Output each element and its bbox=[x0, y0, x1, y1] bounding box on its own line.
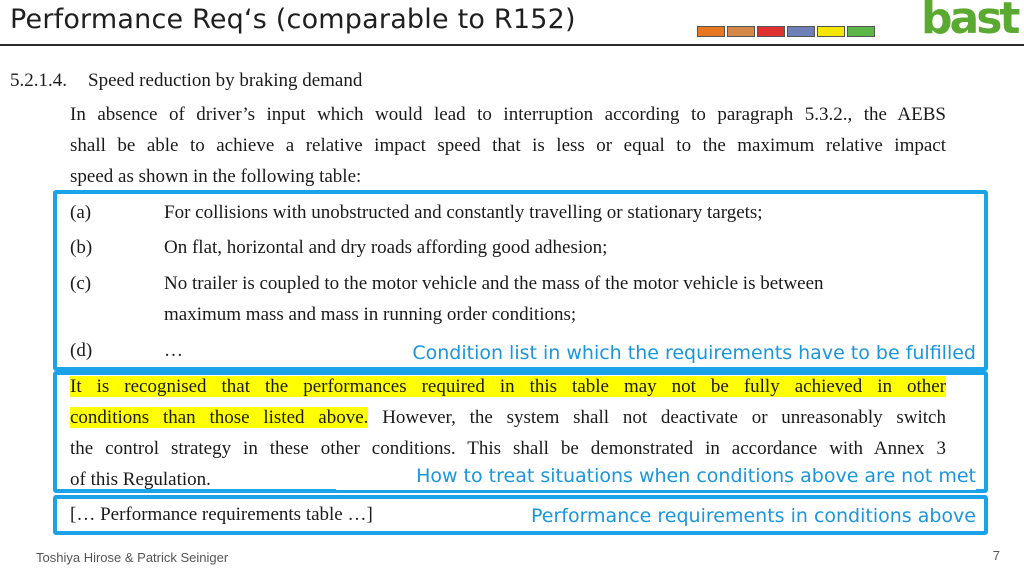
color-swatch-strip bbox=[697, 26, 875, 37]
highlighted-text: It is recognised that the performances required in this table may not be fully achieved in other bbox=[70, 376, 946, 397]
conditions-annotation: Condition list in which the requirements have to be fulfilled bbox=[330, 339, 976, 367]
footer-authors: Toshiya Hirose & Patrick Seiniger bbox=[36, 550, 229, 565]
condition-letter-d: (d) bbox=[70, 340, 93, 361]
page-number: 7 bbox=[992, 548, 1000, 563]
color-swatch bbox=[787, 26, 815, 37]
intro-line-1: In absence of driver’s input which would lead to interruption according to paragraph 5.3.2., the AEBS bbox=[70, 104, 946, 125]
condition-text-a: For collisions with unobstructed and constantly travelling or stationary targets; bbox=[164, 202, 763, 223]
color-swatch bbox=[817, 26, 845, 37]
intro-line-3: speed as shown in the following table: bbox=[70, 166, 362, 187]
section-number: 5.2.1.4. bbox=[10, 70, 67, 91]
condition-letter-a: (a) bbox=[70, 202, 92, 223]
other-conditions-line-1 bbox=[70, 372, 946, 402]
bast-logo: bast bbox=[921, 0, 1018, 44]
section-heading bbox=[10, 66, 362, 96]
condition-text-c: No trailer is coupled to the motor vehicle and the mass of the motor vehicle is between bbox=[164, 273, 824, 294]
condition-text-c-continued: maximum mass and mass in running order conditions; bbox=[164, 304, 577, 325]
performance-table-annotation: Performance requirements in conditions above bbox=[470, 502, 976, 530]
other-conditions-line-3: the control strategy in these other conditions. This shall be demonstrated in accordance with Annex 3 bbox=[70, 438, 946, 459]
performance-table-placeholder: [… Performance requirements table …] bbox=[70, 504, 373, 525]
other-conditions-line-4: of this Regulation. bbox=[70, 469, 211, 490]
condition-text-b: On flat, horizontal and dry roads affording good adhesion; bbox=[164, 237, 608, 258]
section-title: Speed reduction by braking demand bbox=[88, 70, 363, 91]
condition-letter-c: (c) bbox=[70, 273, 92, 294]
intro-line-2: shall be able to achieve a relative impact speed that is less or equal to the maximum relative impact bbox=[70, 135, 946, 156]
title-divider bbox=[0, 44, 1024, 46]
condition-text-d: … bbox=[164, 340, 183, 361]
other-conditions-annotation: How to treat situations when conditions above are not met bbox=[336, 462, 976, 490]
other-conditions-line-2-rest: However, the system shall not deactivate or unreasonably switch bbox=[368, 407, 946, 428]
highlighted-text: conditions than those listed above. bbox=[70, 407, 369, 428]
color-swatch bbox=[697, 26, 725, 37]
color-swatch bbox=[757, 26, 785, 37]
condition-letter-b: (b) bbox=[70, 237, 93, 258]
color-swatch bbox=[847, 26, 875, 37]
slide-title: Performance Req‘s (comparable to R152) bbox=[10, 4, 576, 35]
color-swatch bbox=[727, 26, 755, 37]
other-conditions-line-2 bbox=[70, 403, 946, 433]
